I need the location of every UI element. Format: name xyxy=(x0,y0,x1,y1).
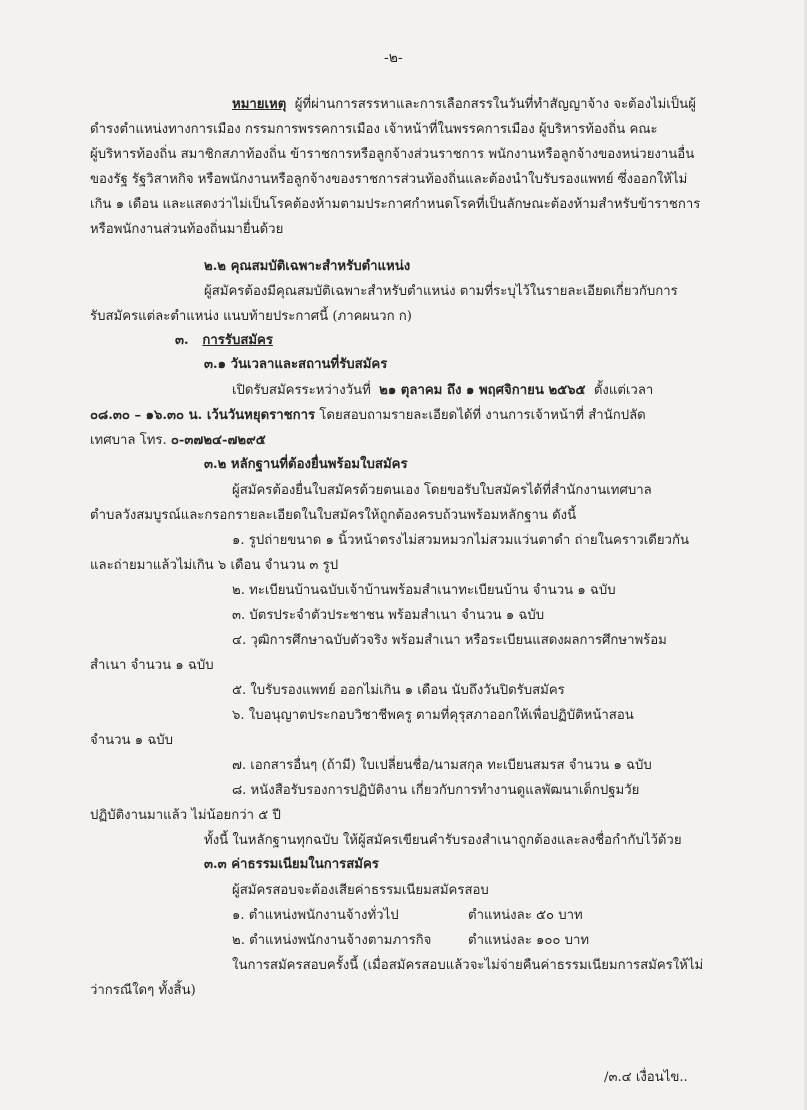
fee-amount: ตำแหน่งละ ๕๐ บาท xyxy=(468,908,583,923)
document-item: ๒. ทะเบียนบ้านฉบับเจ้าบ้านพร้อมสำเนาทะเบียนบ้าน จำนวน ๑ ฉบับ xyxy=(232,583,616,598)
document-item-continued: สำเนา จำนวน ๑ ฉบับ xyxy=(90,658,214,673)
document-item: ๘. หนังสือรับรองการปฏิบัติงาน เกี่ยวกับการทำงานดูแลพัฒนาเด็กปฐมวัย xyxy=(232,783,640,798)
fee-position: ๒. ตำแหน่งพนักงานจ้างตามภารกิจ xyxy=(232,933,432,948)
document-item-continued: ปฏิบัติงานมาแล้ว ไม่น้อยกว่า ๕ ปี xyxy=(90,808,281,823)
document-item-continued: จำนวน ๑ ฉบับ xyxy=(90,733,174,748)
fee-note: ในการสมัครสอบครั้งนี้ (เมื่อสมัครสอบแล้วจะไม่จ่ายคืนค่าธรรมเนียมการสมัครให้ไม่ xyxy=(232,958,704,973)
section-3-2-intro: ตำบลวังสมบูรณ์และกรอกรายละเอียดในใบสมัครให้ถูกต้องครบถ้วนพร้อมหลักฐาน ดังนี้ xyxy=(90,508,577,523)
document-item: ๕. ใบรับรองแพทย์ ออกไม่เกิน ๑ เดือน นับถึงวันปิดรับสมัคร xyxy=(232,683,565,698)
remark-line: หรือพนักงานส่วนท้องถิ่นมายื่นด้วย xyxy=(90,222,284,237)
section-3-3-heading: ๓.๓ ค่าธรรมเนียมในการสมัคร xyxy=(204,857,379,872)
document-item: ๑. รูปถ่ายขนาด ๑ นิ้วหน้าตรงไม่สวมหมวกไม่สวมแว่นตาดำ ถ่ายในคราวเดียวกัน xyxy=(232,533,689,548)
page-number: -๒- xyxy=(384,50,403,66)
continuation-marker: /๓.๔ เงื่อนไข.. xyxy=(604,1070,688,1085)
office-hours: ๐๘.๓๐ – ๑๖.๓๐ น. เว้นวันหยุดราชการ xyxy=(90,408,316,423)
document-item: ๔. วุฒิการศึกษาฉบับตัวจริง พร้อมสำเนา หรือระเบียนแสดงผลการศึกษาพร้อม xyxy=(232,633,667,648)
remark-line: เกิน ๑ เดือน และแสดงว่าไม่เป็นโรคต้องห้ามตามประกาศกำหนดโรคที่เป็นลักษณะต้องห้ามสำหรับข้าราชการ xyxy=(90,197,701,212)
section-3-2-heading: ๓.๒ หลักฐานที่ต้องยื่นพร้อมใบสมัคร xyxy=(204,457,408,472)
section-3-2-intro: ผู้สมัครต้องยื่นใบสมัครด้วยตนเอง โดยขอรับใบสมัครได้ที่สำนักงานเทศบาล xyxy=(232,483,652,498)
section-2-2-heading: ๒.๒ คุณสมบัติเฉพาะสำหรับตำแหน่ง xyxy=(204,259,411,274)
fee-note: ว่ากรณีใดๆ ทั้งสิ้น) xyxy=(90,983,196,998)
section-3-heading xyxy=(175,328,273,353)
remark-line: ดำรงตำแหน่งทางการเมือง กรรมการพรรคการเมือง เจ้าหน้าที่ในพรรคการเมือง ผู้บริหารท้องถิ่น คณะ xyxy=(90,122,658,137)
document-item: ๖. ใบอนุญาตประกอบวิชาชีพครู ตามที่คุรุสภาออกให้เพื่อปฏิบัติหน้าสอน xyxy=(232,708,634,723)
section-3-1-line-3 xyxy=(90,428,266,453)
remark-line: ผู้ที่ผ่านการสรรหาและการเลือกสรรในวันที่ทำสัญญาจ้าง จะต้องไม่เป็นผู้ xyxy=(294,97,696,112)
phone-label: เทศบาล โทร. xyxy=(90,433,167,448)
remark-line: ของรัฐ รัฐวิสาหกิจ หรือพนักงานหรือลูกจ้างของราชการส่วนท้องถิ่นและต้องนำใบรับรองแพทย์ ซึ่งออกให้ไม่ xyxy=(90,172,688,187)
fee-position: ๑. ตำแหน่งพนักงานจ้างทั่วไป xyxy=(232,908,399,923)
inquiry-contact: โดยสอบถามรายละเอียดได้ที่ งานการเจ้าหน้าที่ สำนักปลัด xyxy=(319,408,646,423)
open-period-suffix: ตั้งแต่เวลา xyxy=(593,383,654,398)
section-3-1-line-1 xyxy=(232,378,653,403)
document-item: ๗. เอกสารอื่นๆ (ถ้ามี) ใบเปลี่ยนชื่อ/นามสกุล ทะเบียนสมรส จำนวน ๑ ฉบับ xyxy=(232,758,652,773)
open-period-label: เปิดรับสมัครระหว่างวันที่ xyxy=(232,383,371,398)
section-3-1-line-2 xyxy=(90,403,646,428)
open-period-dates: ๒๑ ตุลาคม ถึง ๑ พฤศจิกายน ๒๕๖๕ xyxy=(379,383,586,398)
section-3-1-heading: ๓.๑ วันเวลาและสถานที่รับสมัคร xyxy=(204,357,388,372)
remark-first-line xyxy=(232,92,696,117)
section-3-number: ๓. xyxy=(175,333,189,348)
fee-intro: ผู้สมัครสอบจะต้องเสียค่าธรรมเนียมสมัครสอบ xyxy=(232,883,489,898)
section-2-2-line: รับสมัครแต่ละตำแหน่ง แนบท้ายประกาศนี้ (ภาคผนวก ก) xyxy=(90,309,412,324)
phone-number: ๐-๓๗๒๔-๗๒๙๕ xyxy=(170,433,266,448)
section-2-2-line: ผู้สมัครต้องมีคุณสมบัติเฉพาะสำหรับตำแหน่ง ตามที่ระบุไว้ในรายละเอียดเกี่ยวกับการ xyxy=(204,284,678,299)
remark-line: ผู้บริหารท้องถิ่น สมาชิกสภาท้องถิ่น ข้าราชการหรือลูกจ้างส่วนราชการ พนักงานหรือลูกจ้างของหน่วยงานอื่น xyxy=(90,147,695,162)
remark-label: หมายเหตุ xyxy=(232,97,287,112)
document-item-continued: และถ่ายมาแล้วไม่เกิน ๖ เดือน จำนวน ๓ รูป xyxy=(90,558,339,573)
fee-amount: ตำแหน่งละ ๑๐๐ บาท xyxy=(468,933,590,948)
section-3-2-closing: ทั้งนี้ ในหลักฐานทุกฉบับ ให้ผู้สมัครเขียนคำรับรองสำเนาถูกต้องและลงชื่อกำกับไว้ด้วย xyxy=(204,833,682,848)
document-item: ๓. บัตรประจำตัวประชาชน พร้อมสำเนา จำนวน ๑ ฉบับ xyxy=(232,608,545,623)
section-3-title: การรับสมัคร xyxy=(202,333,273,348)
